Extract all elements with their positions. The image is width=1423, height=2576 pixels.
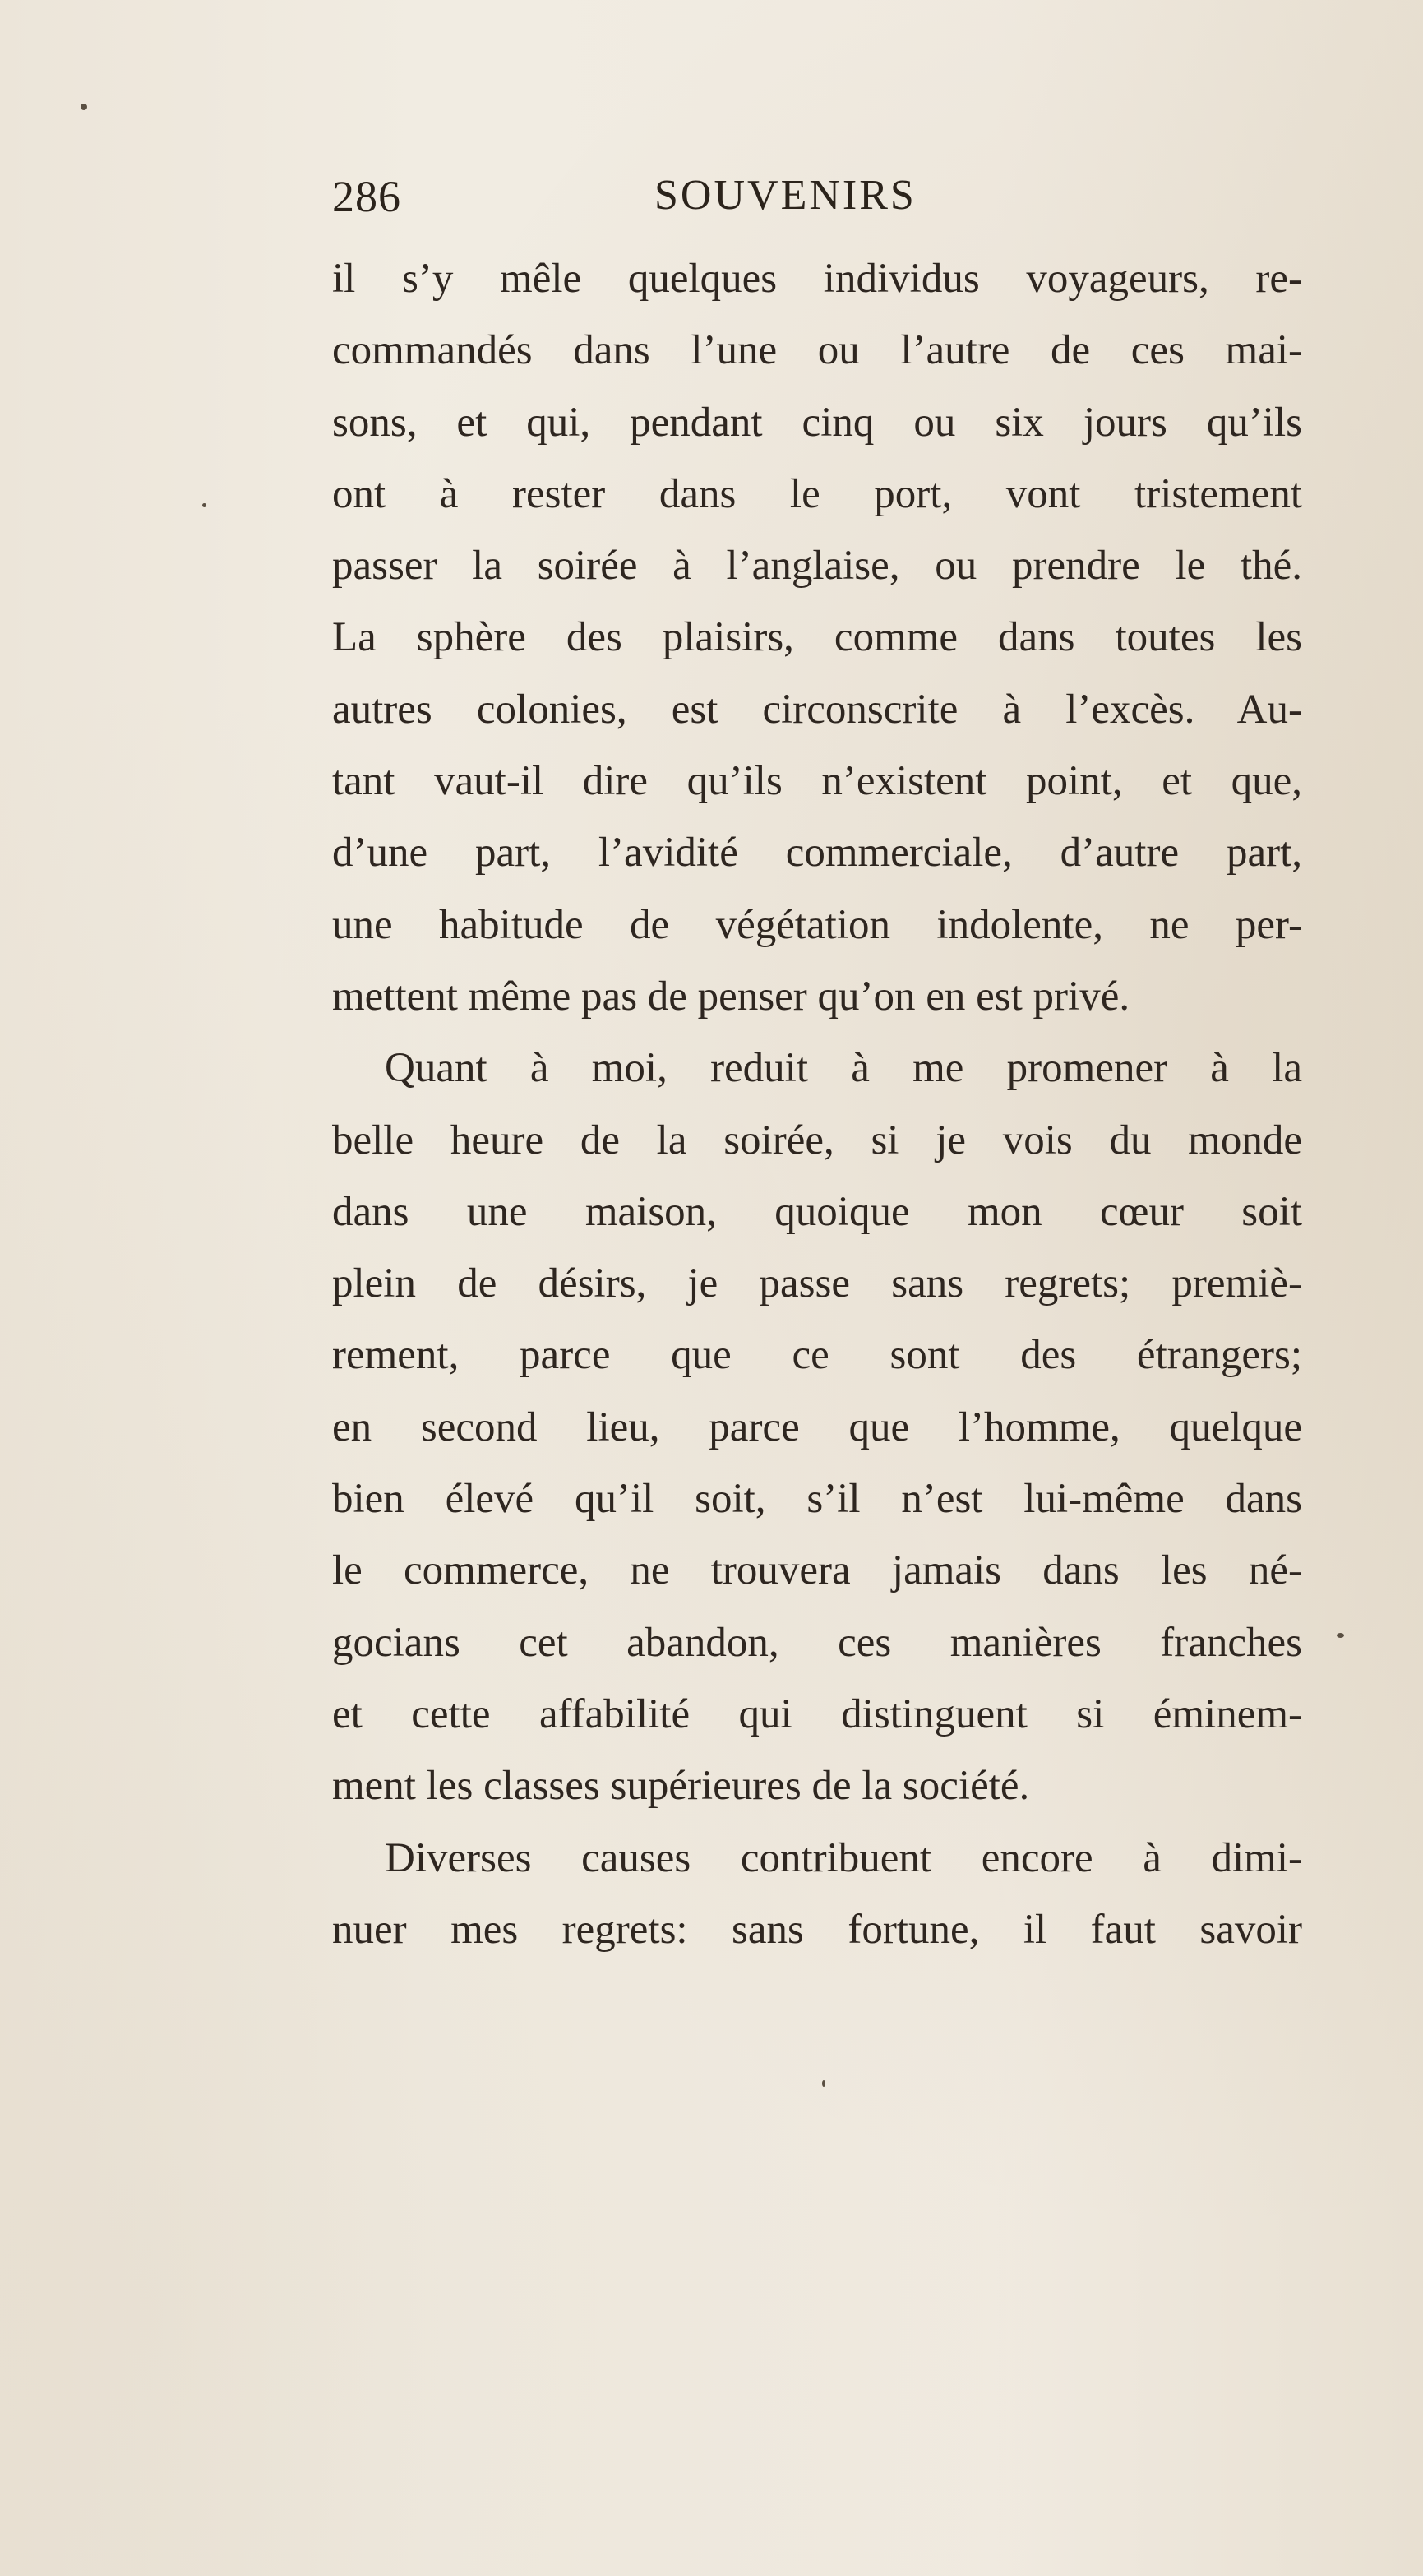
paper-speck [1337, 1633, 1344, 1638]
text-line: une habitude de végétation indolente, ne per- [332, 901, 1302, 948]
page-number: 286 [332, 172, 401, 221]
text-line: passer la soirée à l’anglaise, ou prendre le thé. [332, 543, 1302, 590]
text-line: il s’y mêle quelques individus voyageurs, re- [332, 256, 1302, 302]
text-line: gocians cet abandon, ces manières franches [332, 1619, 1302, 1666]
text-line: nuer mes regrets: sans fortune, il faut savoir [332, 1906, 1302, 1953]
text-line: commandés dans l’une ou l’autre de ces mai- [332, 327, 1302, 374]
text-line: plein de désirs, je passe sans regrets; premiè- [332, 1260, 1302, 1307]
paragraph [332, 243, 1302, 1033]
text-line: rement, parce que ce sont des étrangers; [332, 1332, 1302, 1379]
text-line: Diverses causes contribuent encore à dimi- [385, 1834, 1302, 1881]
text-line: en second lieu, parce que l’homme, quelque [332, 1404, 1302, 1450]
paper-speck [822, 2080, 825, 2087]
text-line: Quant à moi, reduit à me promener à la [385, 1045, 1302, 1092]
text-line: ment les classes supérieures de la société. [332, 1763, 1030, 1810]
page-header [332, 171, 1302, 229]
text-line: belle heure de la soirée, si je vois du monde [332, 1117, 1302, 1163]
running-head: SOUVENIRS [654, 172, 917, 219]
text-line: dans une maison, quoique mon cœur soit [332, 1188, 1302, 1235]
paragraph [332, 1033, 1302, 1822]
paragraph [332, 1823, 1302, 1967]
paper-speck [202, 503, 206, 507]
text-line: et cette affabilité qui distinguent si éminem- [332, 1690, 1302, 1737]
text-line: d’une part, l’avidité commerciale, d’autre part, [332, 830, 1302, 876]
text-line: le commerce, ne trouvera jamais dans les né- [332, 1547, 1302, 1594]
text-line: ont à rester dans le port, vont tristement [332, 470, 1302, 517]
text-line: sons, et qui, pendant cinq ou six jours qu’ils [332, 399, 1302, 446]
paper-speck [81, 104, 87, 110]
body-text [332, 243, 1302, 1966]
text-line: autres colonies, est circonscrite à l’excès. Au- [332, 686, 1302, 733]
text-line: tant vaut-il dire qu’ils n’existent point, et que, [332, 758, 1302, 805]
text-line: bien élevé qu’il soit, s’il n’est lui-même dans [332, 1476, 1302, 1523]
text-line: mettent même pas de penser qu’on en est privé. [332, 973, 1130, 1020]
text-line: La sphère des plaisirs, comme dans toutes les [332, 614, 1302, 661]
